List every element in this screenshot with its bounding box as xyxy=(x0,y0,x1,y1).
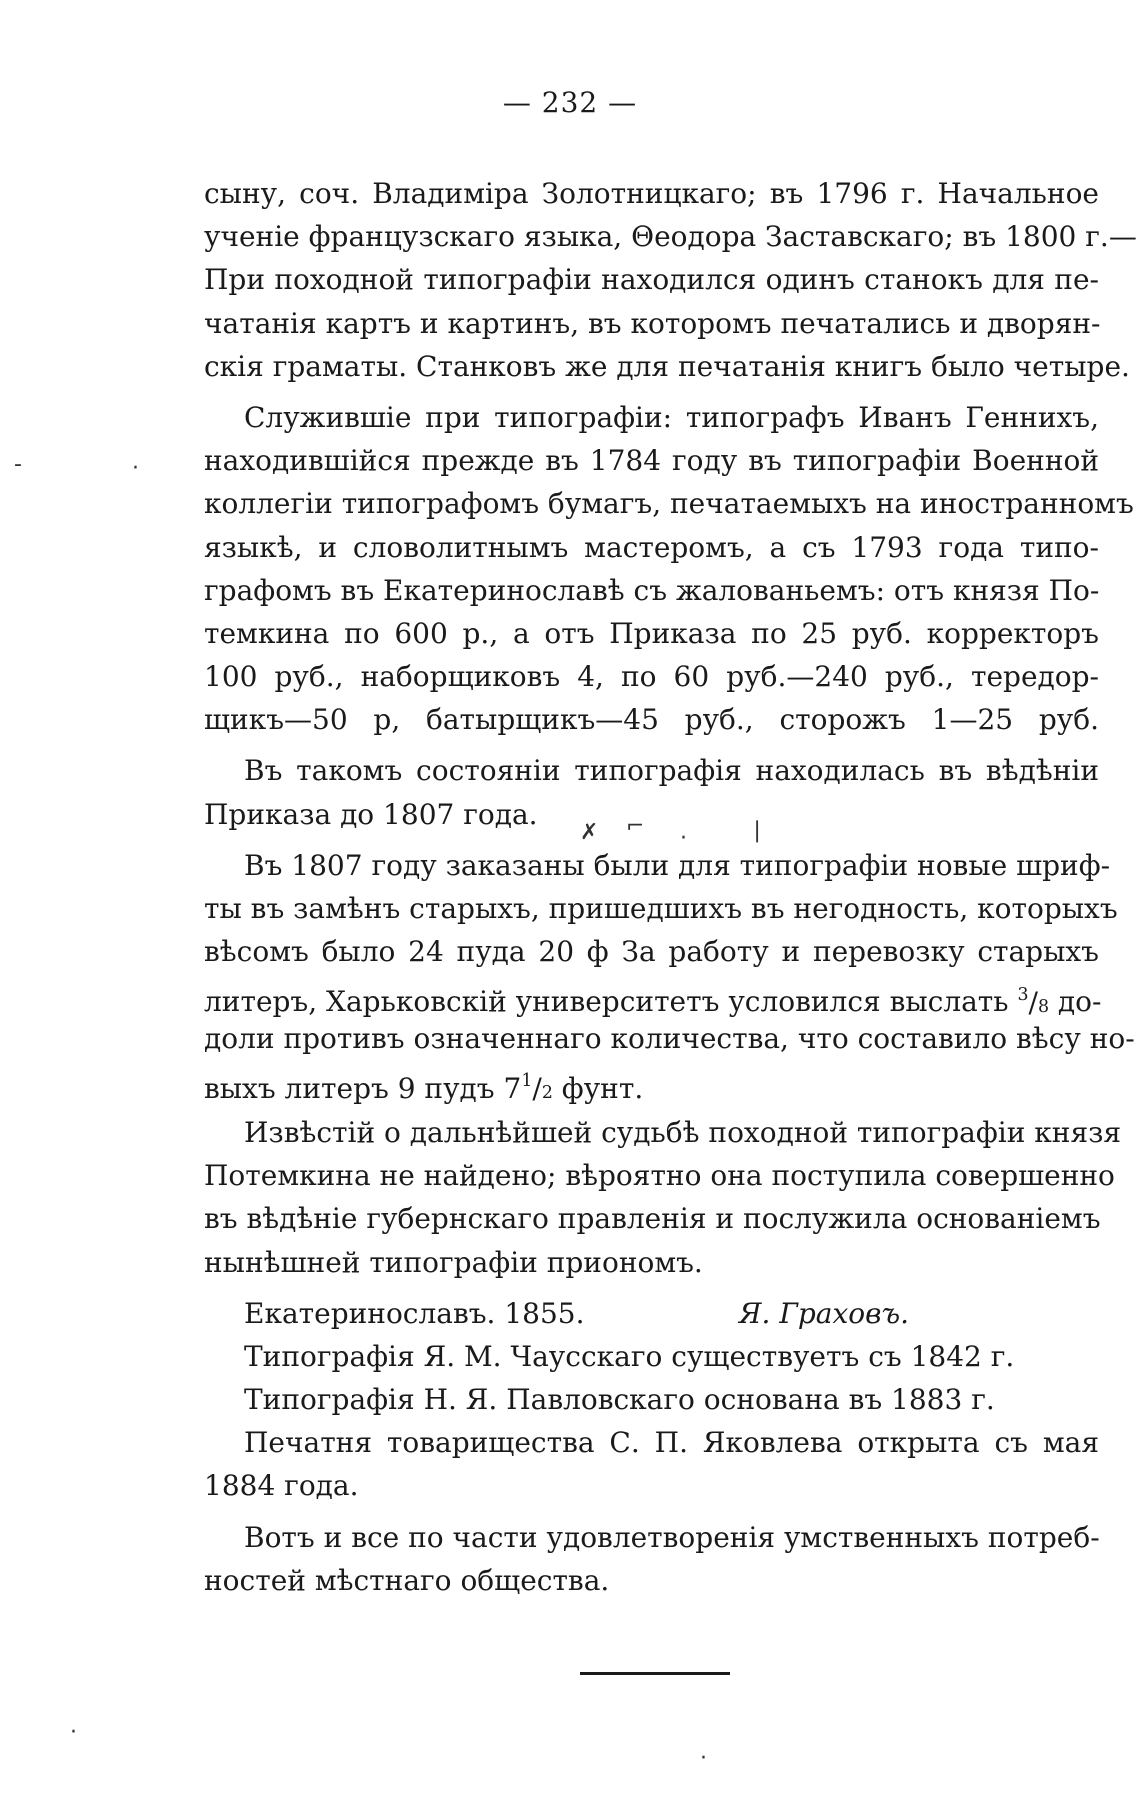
text-line: доли противъ означеннаго количества, что составило вѣсу но- xyxy=(204,1021,1135,1055)
text-line: Потемкина не найдено; вѣроятно она поступила совершенно xyxy=(204,1159,1115,1193)
text-line: Въ такомъ состояніи типографія находилась въ вѣдѣніи xyxy=(244,754,1099,788)
text-line: находившійся прежде въ 1784 году въ типографіи Военной xyxy=(204,444,1099,478)
stray-mark: - xyxy=(14,452,22,477)
text-line: ностей мѣстнаго общества. xyxy=(204,1563,610,1597)
signature-line xyxy=(204,1292,1099,1335)
text-line: Служившіе при типографіи: типографъ Иванъ Геннихъ, xyxy=(244,400,1099,434)
text-line: языкѣ, и словолитнымъ мастеромъ, а съ 1793 года типо- xyxy=(204,530,1099,564)
body-text xyxy=(204,172,1137,1602)
page-number: — 232 — xyxy=(502,86,638,119)
text-line: въ вѣдѣніе губернскаго правленія и послужила основаніемъ xyxy=(204,1202,1101,1236)
text-line: нынѣшней типографіи приономъ. xyxy=(204,1245,703,1279)
text-line: Типографія Н. Я. Павловскаго основана въ 1883 г. xyxy=(244,1383,995,1417)
text-line: ты въ замѣнъ старыхъ, пришедшихъ въ негодность, которыхъ xyxy=(204,892,1118,925)
text-line: графомъ въ Екатеринославѣ съ жалованьемъ: отъ князя По- xyxy=(204,573,1100,607)
stray-mark: · xyxy=(132,456,139,481)
signature: Я. Граховъ. xyxy=(738,1296,909,1330)
stray-mark: · xyxy=(70,1720,77,1745)
text-line: чатанія картъ и картинъ, въ которомъ печатались и дворян- xyxy=(204,306,1101,340)
text-segment: до- xyxy=(1057,985,1102,1019)
text-segment: литеръ, Харьковскій университетъ условился выслать xyxy=(204,985,1009,1019)
text-line: сыну, соч. Владиміра Золотницкаго; въ 1796 г. Начальное xyxy=(204,177,1099,210)
text-line: Въ 1807 году заказаны были для типографіи новые шриф- xyxy=(244,848,1111,882)
stray-mark: ✗ xyxy=(580,820,599,845)
text-line: коллегіи типографомъ бумагъ, печатаемыхъ на иностранномъ xyxy=(204,487,1134,521)
fraction: $^3$/8 xyxy=(1017,984,1049,1019)
text-line: 1884 года. xyxy=(204,1469,359,1503)
text-line: скія граматы. Станковъ же для печатанія книгъ было четыре. xyxy=(204,349,1130,383)
text-line: 100 руб., наборщиковъ 4, по 60 руб.—240 руб., тередор- xyxy=(204,660,1099,694)
text-line: темкина по 600 р., а отъ Приказа по 25 руб. корректоръ xyxy=(204,616,1099,650)
mixed-number: $7^1/2$ xyxy=(503,1070,553,1105)
text-line: вѣсомъ было 24 пуда 20 ф За работу и перевозку старыхъ xyxy=(204,935,1099,969)
place-date: Екатеринославъ. 1855. xyxy=(244,1296,585,1330)
stray-mark: ⌐ xyxy=(626,814,645,839)
text-line: При походной типографіи находился одинъ станокъ для пе- xyxy=(204,263,1099,297)
text-line: Извѣстій о дальнѣйшей судьбѣ походной типографіи князя xyxy=(244,1115,1122,1149)
text-line: щикъ—50 р, батырщикъ—45 руб., сторожъ 1—25 руб. xyxy=(204,703,1099,737)
text-segment: выхъ литеръ 9 пудъ xyxy=(204,1071,495,1105)
text-line: Приказа до 1807 года. xyxy=(204,797,538,831)
stray-mark: · xyxy=(700,1746,707,1771)
stray-mark: · xyxy=(680,826,687,851)
stray-mark: ❘ xyxy=(748,818,767,843)
text-line: Вотъ и все по части удовлетворенія умственныхъ потреб- xyxy=(244,1520,1100,1554)
text-line xyxy=(204,1060,1099,1103)
text-line: ученіе французскаго языка, Θеодора Заставскаго; въ 1800 г.— xyxy=(204,220,1137,254)
text-line xyxy=(204,973,1102,1019)
text-line: Типографія Я. М. Чаусскаго существуетъ съ 1842 г. xyxy=(244,1339,1015,1373)
text-line: Печатня товарищества С. П. Яковлева открыта съ мая xyxy=(244,1426,1099,1460)
end-rule xyxy=(580,1672,730,1675)
text-segment: фунт. xyxy=(561,1071,644,1105)
